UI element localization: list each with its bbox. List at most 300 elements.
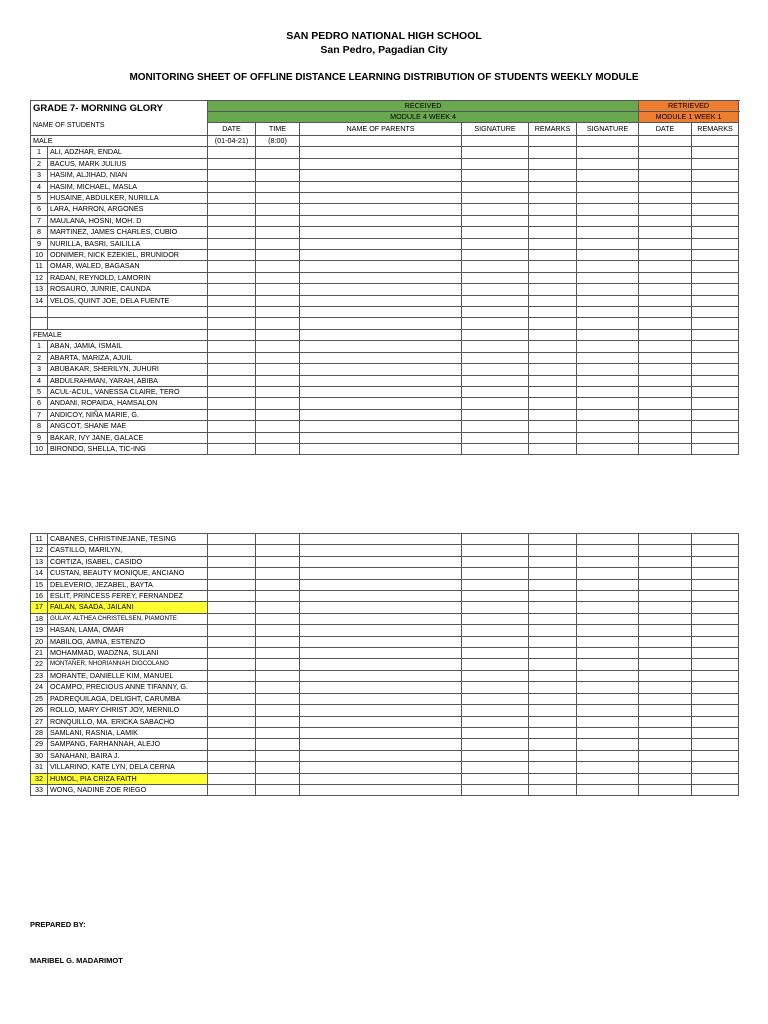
empty-cell [692,659,739,670]
empty-cell [256,295,300,306]
student-name: CORTIZA, ISABEL, CASIDO [48,556,208,567]
empty-cell [208,193,256,204]
empty-cell [577,193,639,204]
student-name: SANAHANI, BAIRA J. [48,750,208,761]
student-number: 11 [31,261,48,272]
empty-cell [208,705,256,716]
empty-cell [692,398,739,409]
empty-cell [208,659,256,670]
empty-cell [300,295,462,306]
student-name: NURILLA, BASRI, SAILILLA [48,238,208,249]
empty-cell [462,204,529,215]
empty-cell [639,705,692,716]
empty-cell [639,398,692,409]
student-name: CUSTAN, BEAUTY MONIQUE, ANCIANO [48,568,208,579]
empty-cell [300,636,462,647]
empty-cell [256,158,300,169]
empty-cell [256,659,300,670]
empty-cell [208,579,256,590]
school-name: SAN PEDRO NATIONAL HIGH SCHOOL [286,30,482,42]
student-row [31,227,739,238]
empty-cell [692,568,739,579]
empty-cell [256,421,300,432]
empty-cell [692,215,739,226]
student-row [31,739,739,750]
empty-cell [462,158,529,169]
empty-cell [639,682,692,693]
empty-cell [692,773,739,784]
empty-cell [256,613,300,624]
empty-cell [256,648,300,659]
empty-cell [639,659,692,670]
student-row [31,181,739,192]
empty-cell [692,613,739,624]
empty-cell [256,409,300,420]
empty-cell [692,318,739,329]
student-row [31,670,739,681]
student-name: MOHAMMAD, WADZNA, SULANI [48,648,208,659]
empty-cell [256,352,300,363]
empty-cell [577,215,639,226]
empty-cell [577,204,639,215]
empty-cell [577,739,639,750]
empty-cell [577,158,639,169]
empty-cell [208,636,256,647]
student-number: 17 [31,602,48,613]
student-name: ROLLO, MARY CHRIST JOY, MERNILO [48,705,208,716]
empty-cell [300,443,462,454]
empty-cell [577,364,639,375]
student-row [31,773,739,784]
empty-cell [529,375,577,386]
empty-cell [639,215,692,226]
empty-cell [639,261,692,272]
female-section-row [31,329,739,340]
empty-cell [300,613,462,624]
empty-cell [462,375,529,386]
student-number: 1 [31,147,48,158]
empty-cell [300,602,462,613]
empty-cell [208,158,256,169]
student-number: 14 [31,568,48,579]
empty-cell [692,284,739,295]
empty-cell [577,534,639,545]
empty-cell [462,727,529,738]
empty-cell [529,386,577,397]
student-row [31,784,739,795]
empty-cell [692,307,739,318]
empty-cell [208,227,256,238]
empty-cell [639,693,692,704]
student-row [31,443,739,454]
empty-cell [462,682,529,693]
empty-cell [529,659,577,670]
student-name: OCAMPO, PRECIOUS ANNE TIFANNY, G. [48,682,208,693]
empty-cell [639,307,692,318]
empty-cell [208,784,256,795]
empty-cell [692,432,739,443]
empty-cell [529,158,577,169]
empty-cell [692,170,739,181]
empty-cell [208,318,256,329]
blank-row [31,307,739,318]
col-date: DATE [208,123,256,136]
student-number: 24 [31,682,48,693]
empty-cell [462,432,529,443]
empty-cell [692,693,739,704]
empty-cell [462,341,529,352]
student-row [31,750,739,761]
empty-cell [256,591,300,602]
student-name: MORANTE, DANIELLE KIM, MANUEL [48,670,208,681]
empty-cell [256,250,300,261]
student-number: 18 [31,613,48,624]
empty-cell [529,693,577,704]
empty-cell [256,443,300,454]
empty-cell [208,716,256,727]
empty-cell [577,750,639,761]
empty-cell [300,158,462,169]
student-row [31,613,739,624]
empty-cell [577,238,639,249]
empty-cell [462,181,529,192]
empty-cell [639,250,692,261]
empty-cell [462,556,529,567]
empty-cell [208,284,256,295]
empty-cell [529,579,577,590]
empty-cell [208,238,256,249]
empty-cell [529,215,577,226]
empty-cell [300,568,462,579]
monitoring-table-page-2 [30,533,739,796]
empty-cell [639,545,692,556]
empty-cell [256,545,300,556]
student-number: 25 [31,693,48,704]
empty-cell [256,556,300,567]
empty-cell [462,386,529,397]
empty-cell [529,773,577,784]
student-name: ALI, ADZHAR, ENDAL [48,147,208,158]
empty-cell [256,227,300,238]
empty-cell [208,421,256,432]
empty-cell [529,147,577,158]
student-number: 32 [31,773,48,784]
name-of-students-label: NAME OF STUDENTS [33,122,105,129]
student-row [31,409,739,420]
student-row [31,432,739,443]
student-name: CASTILLO, MARILYN, [48,545,208,556]
empty-cell [692,762,739,773]
empty-cell [256,784,300,795]
empty-cell [208,170,256,181]
student-number: 16 [31,591,48,602]
student-number: 12 [31,272,48,283]
empty-cell [639,602,692,613]
empty-cell [300,375,462,386]
empty-cell [577,762,639,773]
empty-cell [692,421,739,432]
empty-cell [577,421,639,432]
student-number: 23 [31,670,48,681]
student-row [31,261,739,272]
empty-cell [300,329,462,340]
empty-cell [577,659,639,670]
empty-cell [577,409,639,420]
student-name: ABARTA, MARIZA, AJUIL [48,352,208,363]
empty-cell [208,727,256,738]
empty-cell [529,307,577,318]
empty-cell [577,602,639,613]
empty-cell [300,421,462,432]
empty-cell [300,750,462,761]
student-name: LARA, HARRON, ARGONES [48,204,208,215]
empty-cell [462,352,529,363]
empty-cell [577,147,639,158]
student-number: 14 [31,295,48,306]
empty-cell [256,341,300,352]
empty-cell [639,272,692,283]
male-section-label: MALE [31,136,208,147]
empty-cell [256,329,300,340]
empty-cell [639,613,692,624]
col-parents: NAME OF PARENTS [300,123,462,136]
empty-cell [577,556,639,567]
empty-cell [529,170,577,181]
empty-cell [208,750,256,761]
empty-cell [462,579,529,590]
empty-cell [462,568,529,579]
student-number: 1 [31,341,48,352]
empty-cell [639,591,692,602]
col-time: TIME [256,123,300,136]
empty-cell [529,227,577,238]
empty-cell [300,716,462,727]
student-row [31,170,739,181]
empty-cell [529,556,577,567]
col-remarks-retrieved: REMARKS [692,123,739,136]
col-signature-retrieved: SIGNATURE [577,123,639,136]
student-name: RADAN, REYNOLD, LAMORIN [48,272,208,283]
empty-cell [208,443,256,454]
empty-cell [577,727,639,738]
empty-cell [692,534,739,545]
empty-cell [692,181,739,192]
empty-cell [529,284,577,295]
empty-cell [462,443,529,454]
empty-cell [208,556,256,567]
empty-cell [529,716,577,727]
student-row [31,193,739,204]
student-row [31,545,739,556]
student-row [31,534,739,545]
col-date-retrieved: DATE [639,123,692,136]
student-name: VILLARINO, KATE LYN, DELA CERNA [48,762,208,773]
received-label: RECEIVED [208,101,639,112]
empty-cell [300,318,462,329]
empty-cell [577,318,639,329]
empty-cell [577,716,639,727]
school-address: San Pedro, Pagadian City [320,44,448,56]
empty-cell [462,545,529,556]
student-row [31,238,739,249]
empty-cell [300,784,462,795]
empty-cell [462,295,529,306]
empty-cell [639,773,692,784]
empty-cell [692,147,739,158]
empty-cell [639,648,692,659]
student-number: 28 [31,727,48,738]
empty-cell [577,386,639,397]
empty-cell [577,250,639,261]
empty-cell [462,227,529,238]
empty-cell [256,534,300,545]
empty-cell [300,591,462,602]
empty-cell [577,352,639,363]
student-row [31,375,739,386]
student-name: MABILOG, AMNA, ESTENZO [48,636,208,647]
student-row [31,591,739,602]
student-name: HASAN, LAMA, OMAR [48,625,208,636]
empty-cell [300,625,462,636]
student-name: VELOS, QUINT JOE, DELA FUENTE [48,295,208,306]
empty-cell [529,443,577,454]
empty-cell [256,716,300,727]
student-row [31,295,739,306]
student-name: MONTAÑER, NHORIANNAH DIOCOLANO [48,659,208,670]
empty-cell [208,375,256,386]
empty-cell [577,272,639,283]
empty-cell [639,670,692,681]
empty-cell [639,762,692,773]
student-number: 20 [31,636,48,647]
empty-cell [529,421,577,432]
empty-cell [577,432,639,443]
retrieved-label: RETRIEVED [639,101,739,112]
student-name: ABDULRAHMAN, YARAH, ABIBA [48,375,208,386]
student-number: 4 [31,181,48,192]
empty-cell [529,762,577,773]
empty-cell [462,250,529,261]
empty-cell [529,670,577,681]
student-row [31,579,739,590]
student-number: 33 [31,784,48,795]
student-row [31,147,739,158]
received-module: MODULE 4 WEEK 4 [208,112,639,123]
empty-cell [577,170,639,181]
empty-cell [529,250,577,261]
student-name: DELEVERIO, JEZABEL, BAYTA [48,579,208,590]
empty-cell [31,318,48,329]
student-number: 4 [31,375,48,386]
empty-cell [300,227,462,238]
student-row [31,352,739,363]
empty-cell [639,432,692,443]
empty-cell [462,613,529,624]
empty-cell [256,170,300,181]
empty-cell [462,773,529,784]
student-number: 8 [31,227,48,238]
empty-cell [692,364,739,375]
empty-cell [577,443,639,454]
empty-cell [256,398,300,409]
empty-cell [639,193,692,204]
empty-cell [639,375,692,386]
empty-cell [692,386,739,397]
empty-cell [639,352,692,363]
empty-cell [529,193,577,204]
empty-cell [208,693,256,704]
student-row [31,364,739,375]
empty-cell [577,568,639,579]
empty-cell [256,147,300,158]
student-name: ROSAURO, JUNRIE, CAUNDA [48,284,208,295]
empty-cell [577,307,639,318]
empty-cell [300,727,462,738]
empty-cell [639,147,692,158]
student-name: ANGCOT, SHANE MAE [48,421,208,432]
empty-cell [462,272,529,283]
empty-cell [462,739,529,750]
empty-cell [639,750,692,761]
student-row [31,648,739,659]
retrieved-module: MODULE 1 WEEK 1 [639,112,739,123]
empty-cell [300,170,462,181]
empty-cell [639,739,692,750]
student-name: BACUS, MARK JULIUS [48,158,208,169]
student-name: ESLIT, PRINCESS FEREY, FERNANDEZ [48,591,208,602]
empty-cell [692,136,739,147]
empty-cell [462,625,529,636]
student-number: 13 [31,284,48,295]
empty-cell [577,398,639,409]
empty-cell [208,613,256,624]
student-row [31,272,739,283]
empty-cell [256,261,300,272]
empty-cell [300,181,462,192]
empty-cell [208,762,256,773]
student-number: 2 [31,352,48,363]
empty-cell [692,705,739,716]
student-number: 2 [31,158,48,169]
empty-cell [639,579,692,590]
empty-cell [208,625,256,636]
blank-row [31,318,739,329]
empty-cell [300,682,462,693]
empty-cell [300,386,462,397]
empty-cell [462,318,529,329]
empty-cell [577,648,639,659]
empty-cell [300,556,462,567]
empty-cell [462,636,529,647]
student-name: ABAN, JAMIA, ISMAIL [48,341,208,352]
student-number: 9 [31,432,48,443]
empty-cell [577,227,639,238]
empty-cell [529,727,577,738]
empty-cell [208,147,256,158]
empty-cell [208,295,256,306]
empty-cell [300,693,462,704]
student-number: 3 [31,364,48,375]
empty-cell [529,204,577,215]
empty-cell [208,204,256,215]
empty-cell [208,545,256,556]
empty-cell [208,682,256,693]
student-row [31,158,739,169]
empty-cell [639,136,692,147]
empty-cell [577,545,639,556]
empty-cell [208,329,256,340]
empty-cell [256,284,300,295]
